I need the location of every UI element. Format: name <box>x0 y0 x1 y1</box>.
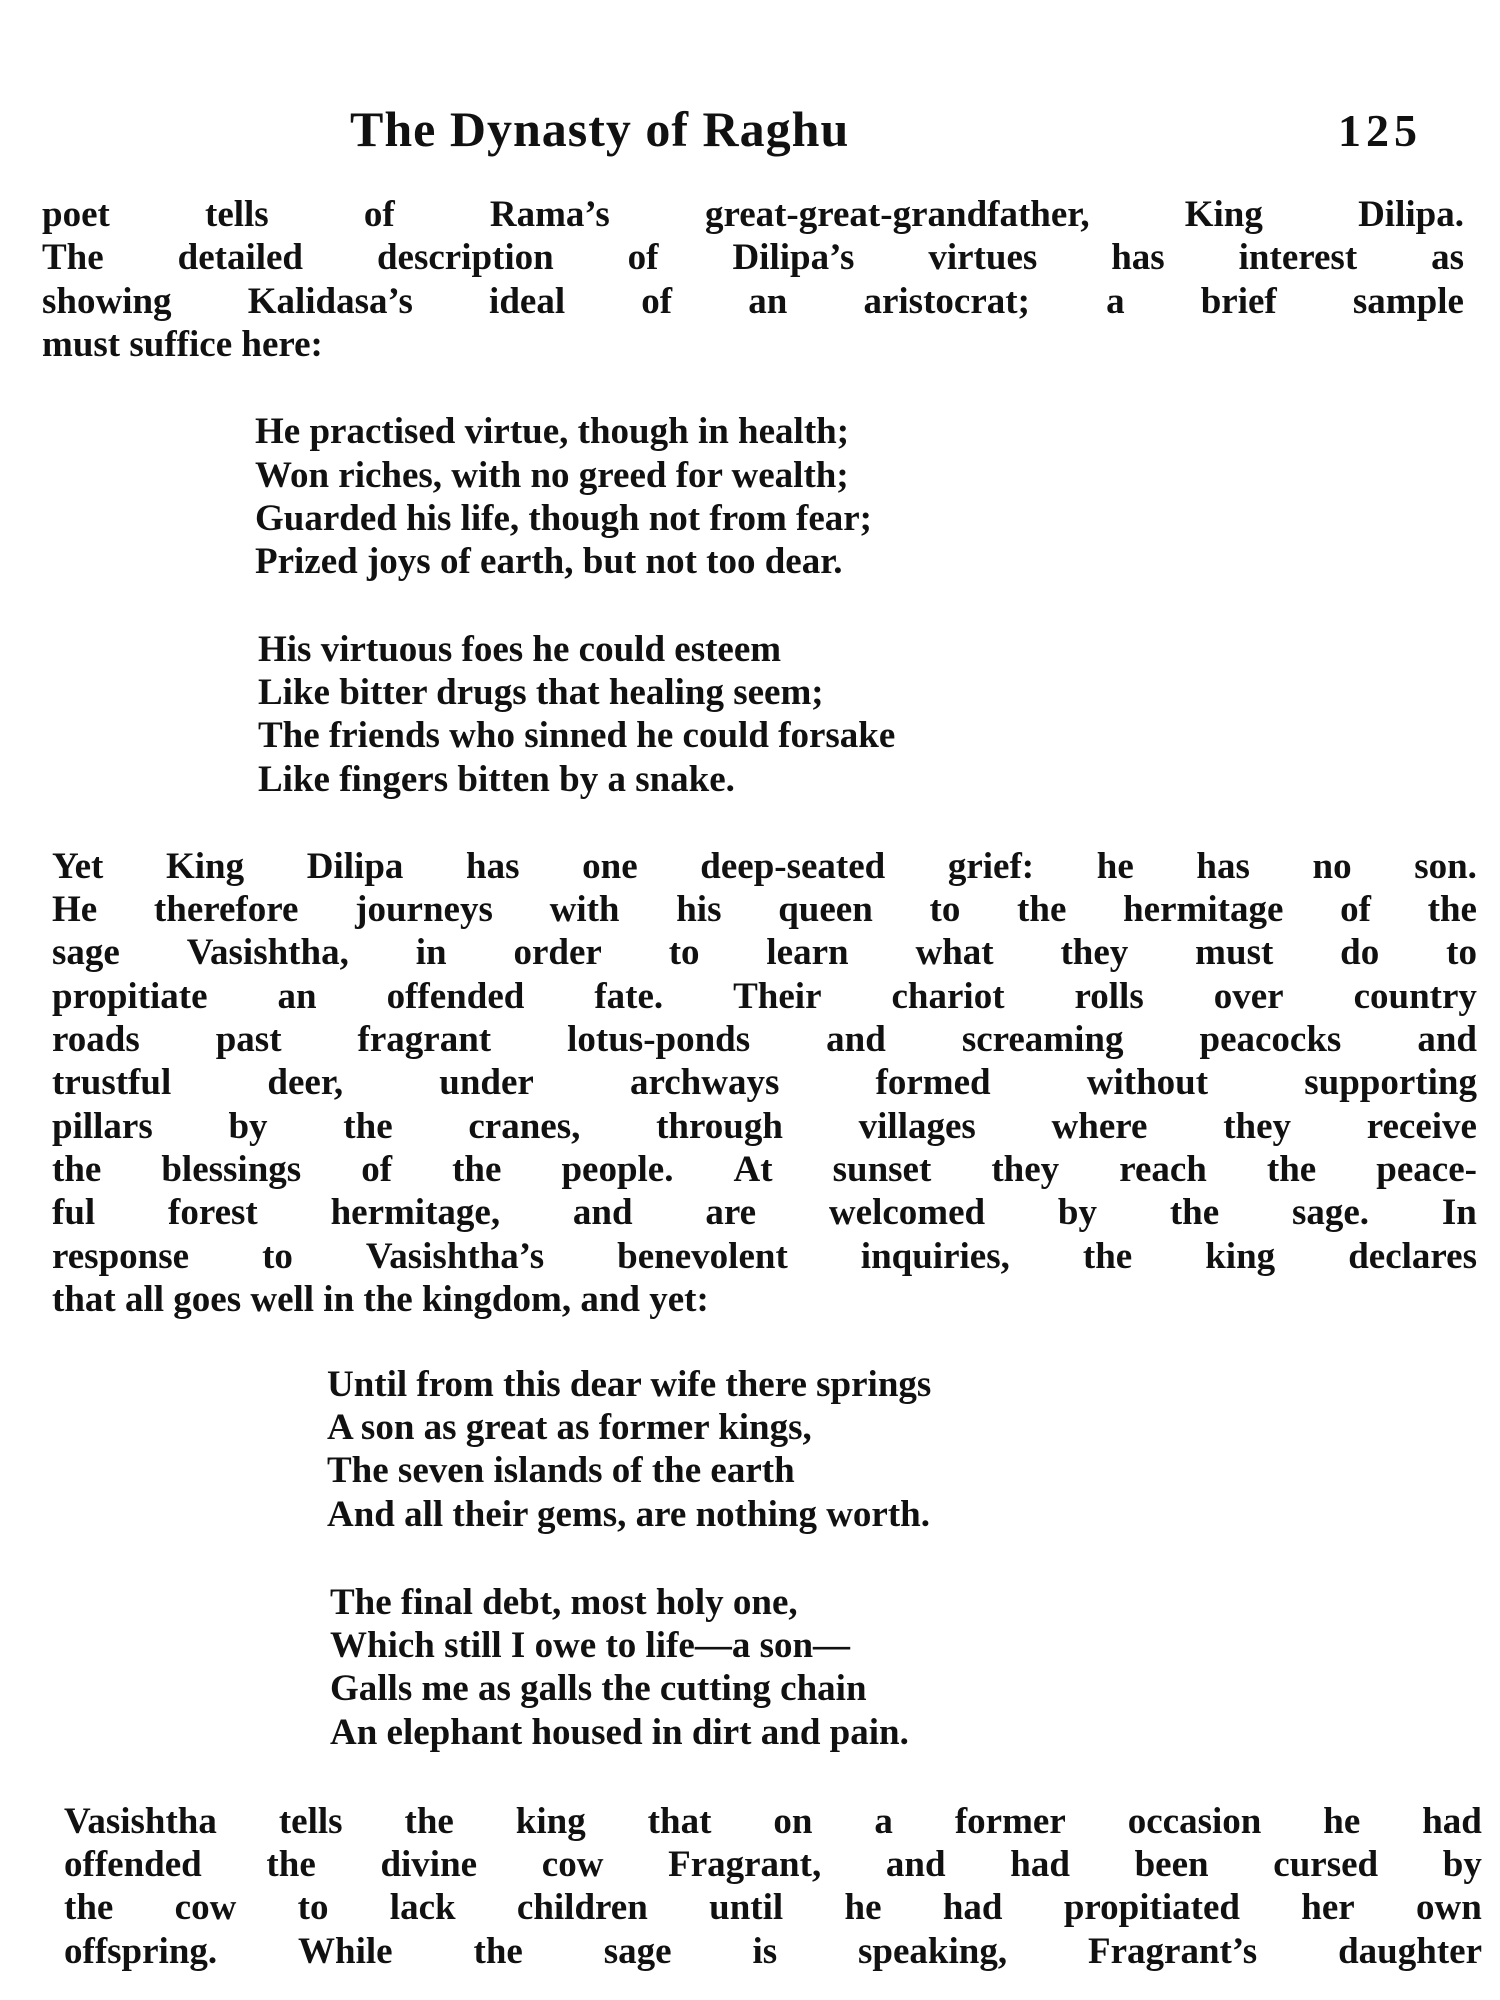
prose-line: offspring. While the sage is speaking, Fragrant’s daughter <box>64 1931 1482 1972</box>
prose-line: Vasishtha tells the king that on a former occasion he had <box>64 1801 1482 1842</box>
prose-line: trustful deer, under archways formed without supporting <box>52 1062 1477 1103</box>
prose-line: He therefore journeys with his queen to the hermitage of the <box>52 889 1477 930</box>
prose-line: offended the divine cow Fragrant, and had been cursed by <box>64 1844 1482 1885</box>
verse-line: The friends who sinned he could forsake <box>258 715 896 756</box>
verse-line: Galls me as galls the cutting chain <box>330 1668 867 1709</box>
prose-line: poet tells of Rama’s great-great-grandfather, King Dilipa. <box>42 194 1464 235</box>
prose-line: ful forest hermitage, and are welcomed by the sage. In <box>52 1192 1477 1233</box>
verse-line: Like fingers bitten by a snake. <box>258 759 735 800</box>
prose-line: the blessings of the people. At sunset they reach the peace- <box>52 1149 1477 1190</box>
prose-line: pillars by the cranes, through villages where they receive <box>52 1106 1477 1147</box>
page-number: 125 <box>1338 105 1422 156</box>
prose-line: roads past fragrant lotus-ponds and screaming peacocks and <box>52 1019 1477 1060</box>
prose-line: Yet King Dilipa has one deep-seated grief: he has no son. <box>52 846 1477 887</box>
prose-line: must suffice here: <box>42 324 323 365</box>
verse-line: An elephant housed in dirt and pain. <box>330 1712 909 1753</box>
verse-line: A son as great as former kings, <box>327 1407 812 1448</box>
verse-line: Guarded his life, though not from fear; <box>255 498 873 539</box>
verse-line: He practised virtue, though in health; <box>255 411 850 452</box>
prose-line: propitiate an offended fate. Their chariot rolls over country <box>52 976 1477 1017</box>
verse-line: His virtuous foes he could esteem <box>258 629 782 670</box>
prose-line: response to Vasishtha’s benevolent inquiries, the king declares <box>52 1236 1477 1277</box>
prose-line: The detailed description of Dilipa’s virtues has interest as <box>42 237 1464 278</box>
verse-line: And all their gems, are nothing worth. <box>327 1494 930 1535</box>
verse-line: Which still I owe to life—a son— <box>330 1625 851 1666</box>
prose-line: the cow to lack children until he had propitiated her own <box>64 1887 1482 1928</box>
prose-line: sage Vasishtha, in order to learn what they must do to <box>52 932 1477 973</box>
verse-line: Prized joys of earth, but not too dear. <box>255 541 843 582</box>
prose-line: showing Kalidasa’s ideal of an aristocrat; a brief sample <box>42 281 1464 322</box>
verse-line: Until from this dear wife there springs <box>327 1364 932 1405</box>
verse-line: The final debt, most holy one, <box>330 1582 798 1623</box>
prose-line: that all goes well in the kingdom, and yet: <box>52 1279 709 1320</box>
running-title: The Dynasty of Raghu <box>350 101 850 157</box>
verse-line: Like bitter drugs that healing seem; <box>258 672 824 713</box>
verse-line: The seven islands of the earth <box>327 1450 795 1491</box>
verse-line: Won riches, with no greed for wealth; <box>255 455 849 496</box>
